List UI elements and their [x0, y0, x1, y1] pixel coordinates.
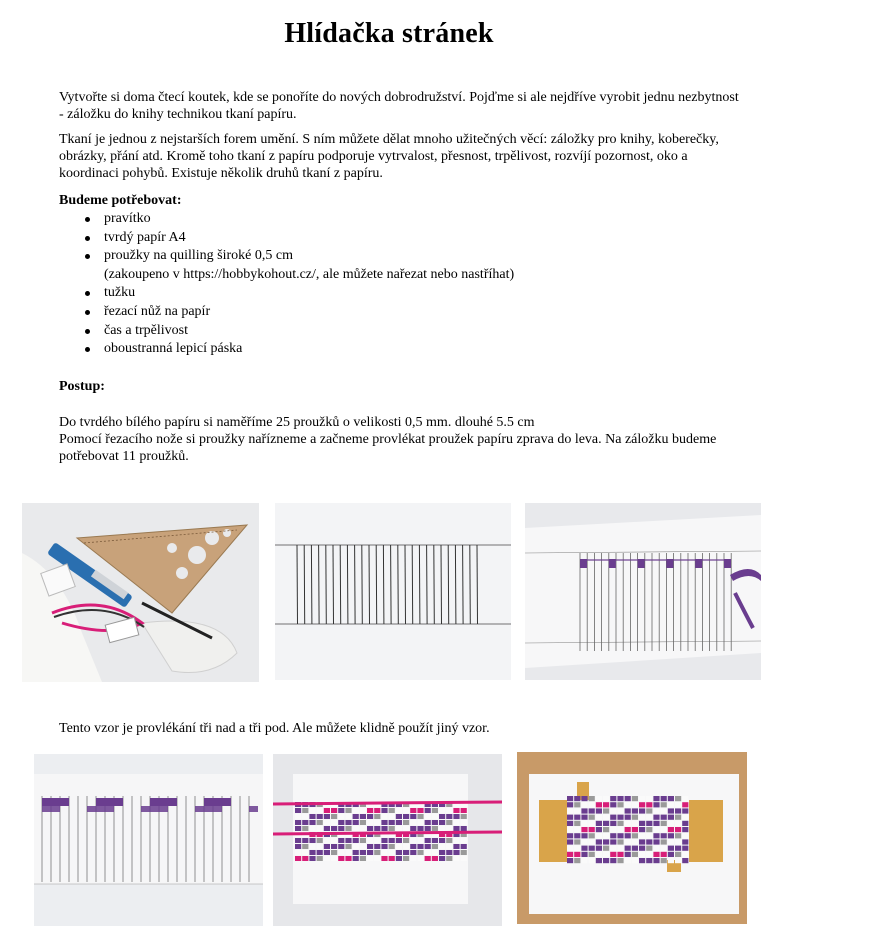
- procedure-text: [59, 414, 739, 465]
- list-item: [59, 247, 659, 284]
- materials-heading: Budeme potřebovat:: [59, 193, 182, 208]
- list-item: oboustranná lepicí páska: [59, 340, 659, 359]
- list-item: tvrdý papír A4: [59, 229, 659, 248]
- pattern-note: Tento vzor je provlékání tři nad a tři pod. Ale můžete klidně použít jiný vzor.: [59, 721, 490, 736]
- list-item: tužku: [59, 284, 659, 303]
- photo-weaving-progress: [34, 754, 263, 926]
- photo-finished-bookmark: [517, 752, 747, 924]
- materials-list: [59, 210, 659, 359]
- list-item-text: proužky na quilling široké 0,5 cm: [104, 248, 293, 264]
- procedure-line-1: Do tvrdého bílého papíru si naměříme 25 proužků o velikosti 0,5 mm. dlouhé 5.5 cm: [59, 415, 535, 430]
- list-item: pravítko: [59, 210, 659, 229]
- intro-paragraph-1: Vytvořte si doma čtecí koutek, kde se ponoříte do nových dobrodružství. Pojďme si ale nejdříve vyrobit jednu nezbytnost - záložku do knihy technikou tkaní papíru.: [59, 90, 739, 122]
- photo-cut-paper: [275, 503, 511, 680]
- procedure-line-2: Pomocí řezacího nože si proužky nařízneme a začneme provlékat proužek papíru zprava do leva. Na záložku budeme potřebovat 11 proužků.: [59, 432, 717, 464]
- list-item-note: (zakoupeno v https://hobbykohout.cz/, ale můžete nařezat nebo nastříhat): [104, 266, 515, 282]
- photo-weaving-pattern: [273, 754, 502, 926]
- photo-materials: [22, 503, 259, 682]
- page-title: Hlídačka stránek: [284, 18, 494, 49]
- procedure-heading: Postup:: [59, 379, 105, 394]
- photo-first-strip: [525, 503, 761, 680]
- list-item: řezací nůž na papír: [59, 303, 659, 322]
- intro-paragraph-2: Tkaní je jednou z nejstarších forem umění. S ním můžete dělat mnoho užitečných věcí: záložky pro knihy, koberečky, obrázky, přání atd. Kromě toho tkaní z papíru podporuje vytrvalost, přesnost, trpělivost, rozvíjí pozornost, oko a koordinaci pohybů. Existuje několik druhů tkaní z papíru.: [59, 132, 719, 181]
- list-item: čas a trpělivost: [59, 322, 659, 341]
